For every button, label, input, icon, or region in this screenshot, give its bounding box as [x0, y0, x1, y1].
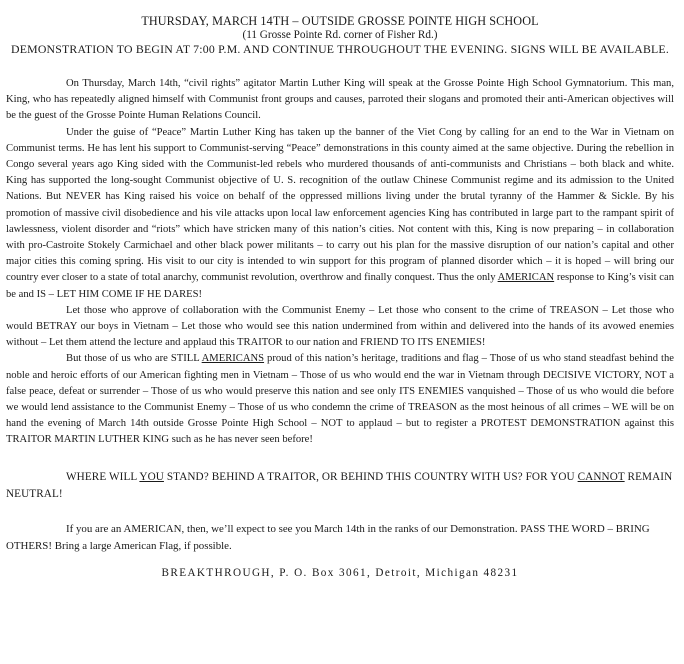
paragraph-intro: On Thursday, March 14th, “civil rights” agitator Martin Luther King will speak at the Grosse Pointe High School Gymnatorium. This man, King, who has repeatedly aligned himself with Communist front groups and causes, parroted their slogans and promoted their anti-American objectives will be the guest of the Grosse Pointe Human Relations Council. [6, 78, 674, 122]
closing-paragraph: If you are an AMERICAN, then, we’ll expect to see you March 14th in the ranks of our Demonstration. PASS THE WORD – BRING OTHERS! Bring a large American Flag, if possible. [6, 522, 650, 552]
header-event-line: THURSDAY, MARCH 14TH – OUTSIDE GROSSE POINTE HIGH SCHOOL [141, 14, 539, 28]
callout-part3: REMAIN NEUTRAL! [6, 470, 673, 500]
flyer-header [6, 14, 674, 56]
callout-part1: WHERE WILL [66, 470, 137, 483]
underlined-cannot: CANNOT [577, 470, 625, 483]
header-time-line: DEMONSTRATION TO BEGIN AT 7:00 P.M. AND CONTINUE THROUGHOUT THE EVENING. SIGNS WILL BE AVAILABLE. [11, 42, 669, 56]
callout-part2: STAND? BEHIND A TRAITOR, OR BEHIND THIS COUNTRY WITH US? FOR YOU [166, 470, 575, 483]
header-address-line: (11 Grosse Pointe Rd. corner of Fisher Rd.) [242, 29, 438, 41]
callout-question [6, 469, 674, 503]
underlined-americans: AMERICANS [201, 353, 265, 365]
paragraph-still-americans-text: proud of this nation’s heritage, traditions and flag – Those of us who stand steadfast behind the noble and heroic efforts of our American fighting men in Vietnam – Those of us who would end the war in Vietnam through DECISIVE VICTORY, NOT a false peace, defeat or surrender – Those of us who would preserve this nation and see only ITS ENEMIES vanquished – Those of us who would die before we would lend assistance to the Communist Enemy – Those of us who condemn the crime of TREASON as the most heinous of all crimes – WE will be on hand the evening of March 14th outside Grosse Pointe High School – NOT to applaud – but to register a PROTEST DEMONSTRATION against this TRAITOR MARTIN LUTHER KING such as he has never seen before! [6, 353, 674, 446]
paragraph-let-those: Let those who approve of collaboration with the Communist Enemy – Let those who consent to the crime of TREASON – Let those who would BETRAY our boys in Vietnam – Let those who would see this nation undermined from within and delivered into the hands of its avowed enemies without – Let them attend the lecture and applaud this TRAITOR to our nation and FRIEND TO ITS ENEMIES! [6, 304, 674, 349]
underlined-you: YOU [139, 470, 164, 483]
flyer-body [6, 76, 674, 449]
underlined-american: AMERICAN [497, 272, 555, 284]
paragraph-accusations-end: response to King’s visit can be and IS – LET HIM COME IF HE DARES! [6, 272, 674, 300]
paragraph-still-americans-start: But those of us who are STILL [66, 353, 200, 365]
footer-address: BREAKTHROUGH, P. O. Box 3061, Detroit, Michigan 48231 [161, 566, 519, 579]
paragraph-accusations [6, 125, 674, 303]
paragraph-still-americans [6, 351, 674, 448]
paragraph-accusations-text: Under the guise of “Peace” Martin Luther King has taken up the banner of the Viet Cong by calling for an end to the War in Vietnam on Communist terms. He has lent his support to Communist-serving “Peace” demonstrations in this county aimed at the same objective. During the rebellion in Congo several years ago King sided with the Communist-led rebels who murdered thousands of anti-communists and Christians – both black and white. King has supported the long-sought Communist objective of U. S. recognition of the outlaw Chinese Communist regime and its admission to the United Nations. But NEVER has King raised his voice on behalf of the oppressed millions living under the brutal tyranny of the Hammer & Sickle. By his promotion of massive civil disobedience and his vile attacks upon local law enforcement agencies King has contributed in large part to the rampant spirit of lawlessness, violent disorder and “riots” which have stricken many of this nation’s cities. Not content with this, King is now preparing – in collaboration with pro-Castroite Stokely Carmichael and other black power militants – to carry out his plan for the massive disruption of our nation’s capital and other major cities this coming spring. His visit to our city is intended to win support for this program of planned disorder which – it is hoped – will bring our country ever closer to a state of total anarchy, communist revolution, overthrow and finally conquest. Thus the only [6, 126, 674, 284]
